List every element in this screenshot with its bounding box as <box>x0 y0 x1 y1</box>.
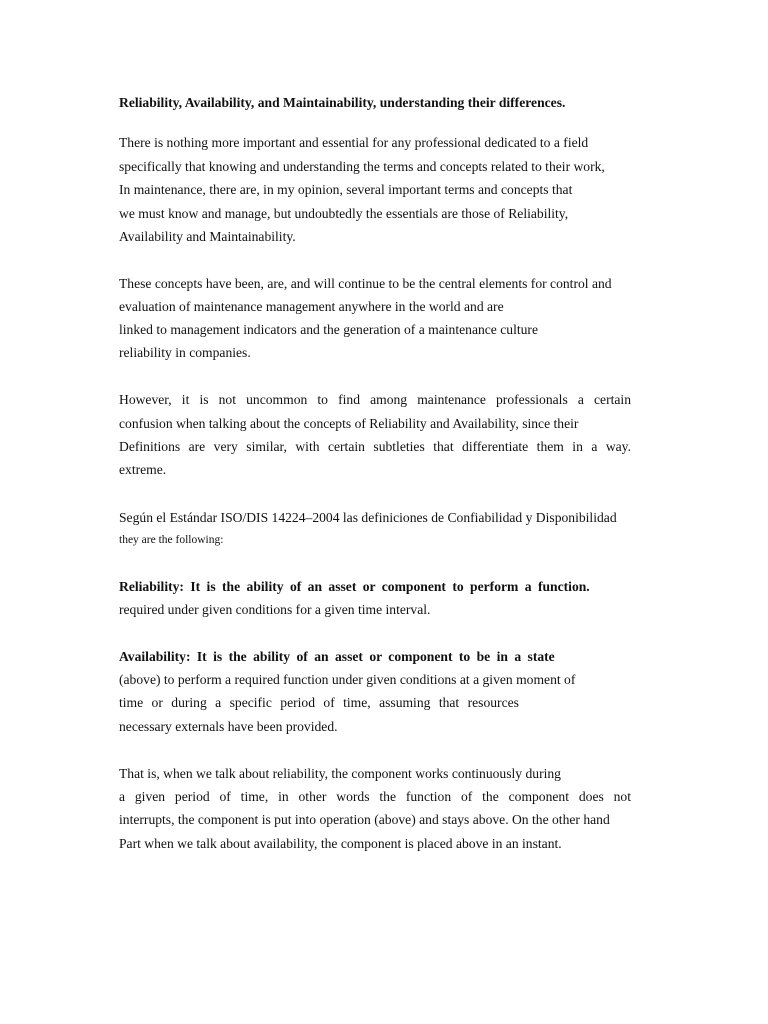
paragraph-line: These concepts have been, are, and will continue to be the central elements for control and <box>119 276 612 291</box>
paragraph-line: they are the following: <box>119 534 224 546</box>
paragraph-line: confusion when talking about the concepts of Reliability and Availability, since their <box>119 416 579 431</box>
paragraph-line: Availability and Maintainability. <box>119 229 296 244</box>
paragraph-line: However, it is not uncommon to find among maintenance professionals a certain <box>119 392 631 407</box>
paragraph-line: specifically that knowing and understanding the terms and concepts related to their work, <box>119 159 605 174</box>
paragraph-line: That is, when we talk about reliability, the component works continuously during <box>119 766 561 781</box>
paragraph-line: Part when we talk about availability, the component is placed above in an instant. <box>119 836 562 851</box>
paragraph-line: In maintenance, there are, in my opinion, several important terms and concepts that <box>119 182 573 197</box>
paragraph-line: (above) to perform a required function under given conditions at a given moment of <box>119 672 576 687</box>
paragraph-line: we must know and manage, but undoubtedly the essentials are those of Reliability, <box>119 206 569 221</box>
reliability-definition-heading: Reliability: It is the ability of an asset or component to perform a function. <box>119 579 590 594</box>
paragraph-line: necessary externals have been provided. <box>119 719 338 734</box>
availability-definition-heading: Availability: It is the ability of an asset or component to be in a state <box>119 649 555 664</box>
paragraph-line: time or during a specific period of time, assuming that resources <box>119 695 519 710</box>
paragraph-line: required under given conditions for a given time interval. <box>119 602 431 617</box>
paragraph-line: evaluation of maintenance management anywhere in the world and are <box>119 299 504 314</box>
paragraph-line: reliability in companies. <box>119 345 251 360</box>
paragraph-line: Definitions are very similar, with certain subtleties that differentiate them in a way. <box>119 439 631 454</box>
paragraph-line: interrupts, the component is put into operation (above) and stays above. On the other hand <box>119 812 610 827</box>
paragraph-line: extreme. <box>119 462 167 477</box>
paragraph-line: a given period of time, in other words the function of the component does not <box>119 789 631 804</box>
document-title: Reliability, Availability, and Maintainability, understanding their differences. <box>119 95 566 110</box>
paragraph-line: linked to management indicators and the generation of a maintenance culture <box>119 322 538 337</box>
paragraph-line: Según el Estándar ISO/DIS 14224–2004 las definiciones de Confiabilidad y Disponibilidad <box>119 510 617 525</box>
paragraph-line: There is nothing more important and essential for any professional dedicated to a field <box>119 135 589 150</box>
